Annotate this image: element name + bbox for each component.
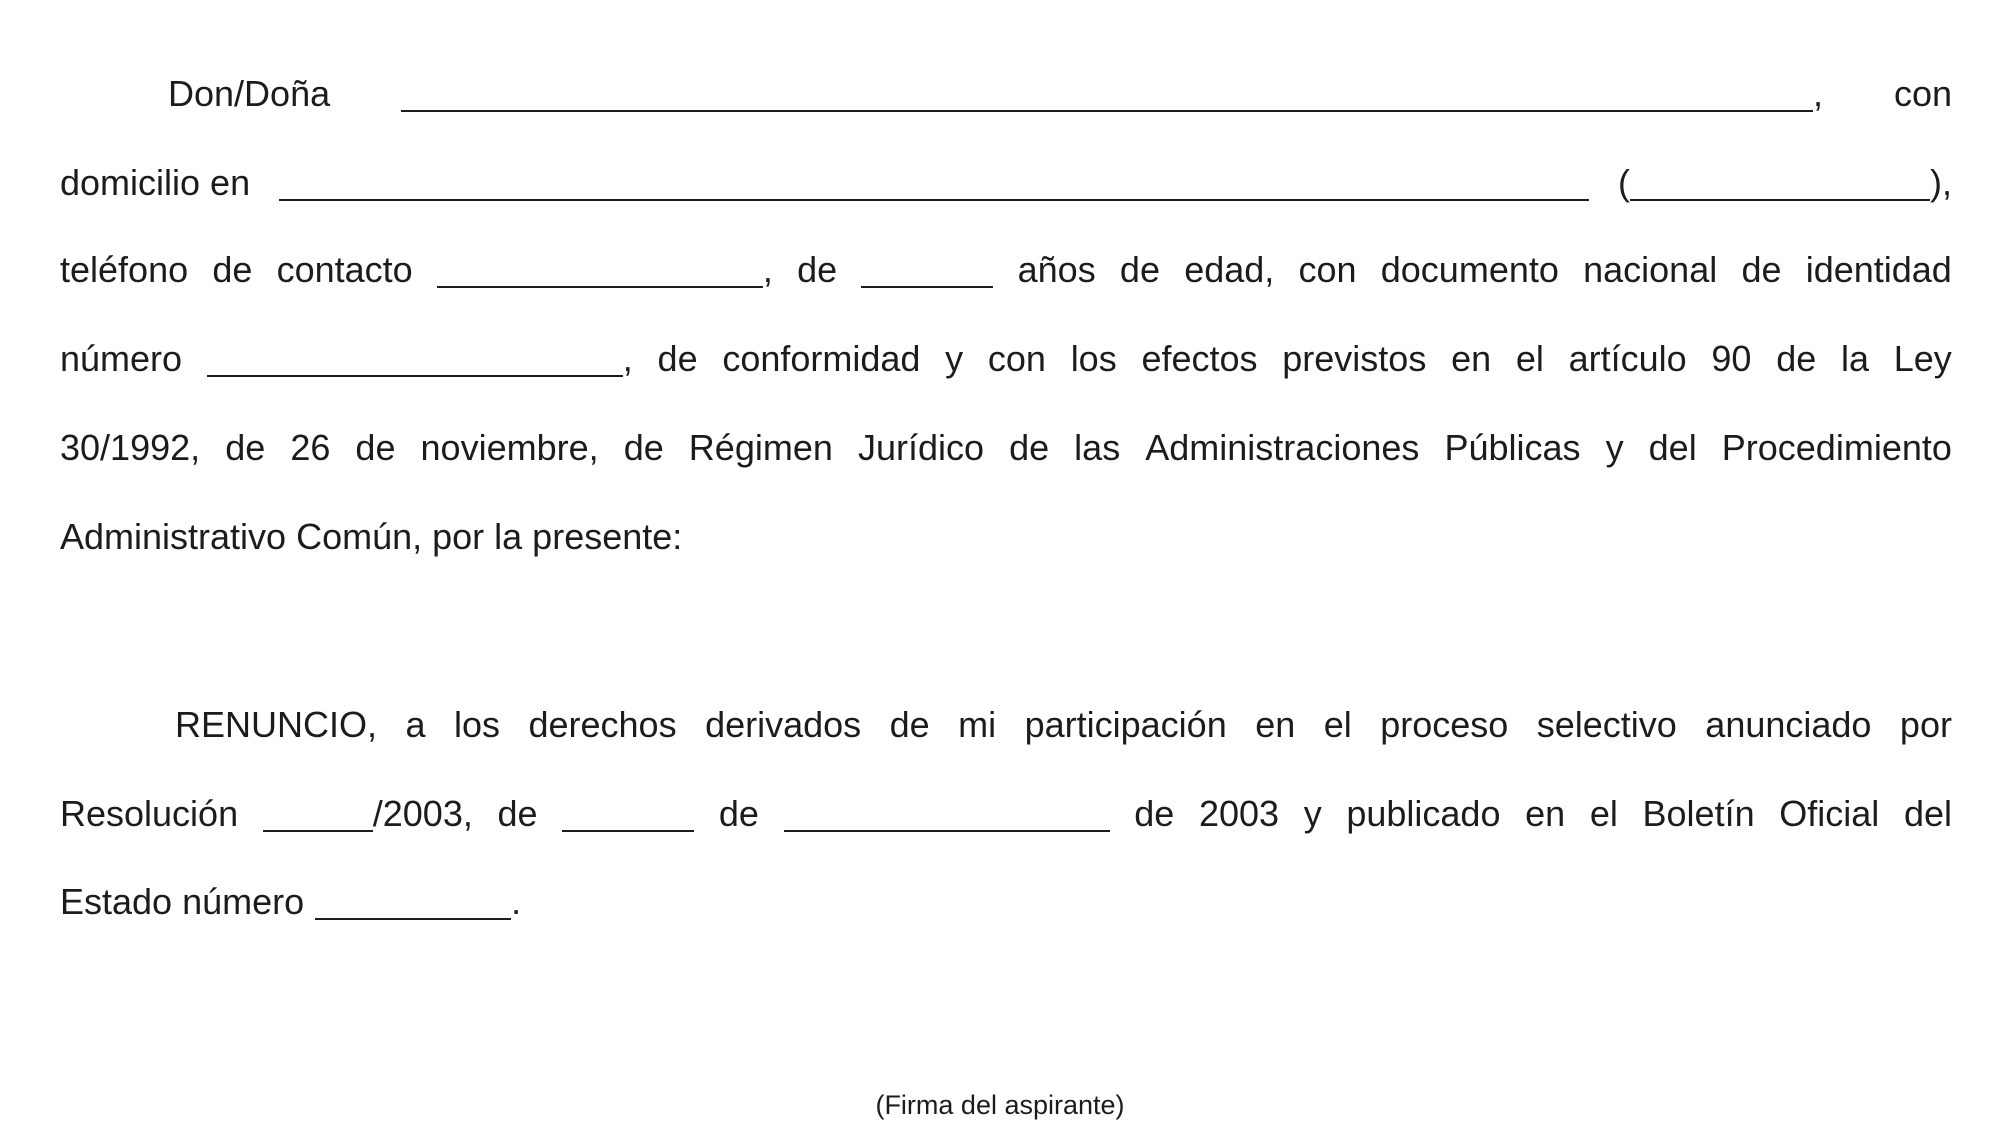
word: Procedimiento	[1721, 427, 1952, 468]
word: el	[1515, 338, 1544, 379]
paragraph-end-text: Administrativo Común, por la presente:	[60, 516, 683, 557]
word: el	[1589, 793, 1618, 834]
word: de	[225, 427, 266, 468]
word: y	[1303, 793, 1322, 834]
word: Boletín	[1642, 793, 1755, 834]
word: de	[497, 793, 538, 834]
word: 26	[290, 427, 331, 468]
word: documento	[1380, 249, 1559, 290]
word: nacional	[1583, 249, 1718, 290]
word: Oficial	[1779, 793, 1880, 834]
word: en	[1255, 704, 1296, 745]
word: efectos	[1141, 338, 1258, 379]
name-blank[interactable]	[401, 76, 1813, 112]
open-paren: (	[1618, 162, 1630, 203]
line-don-dona	[60, 56, 1952, 116]
word: selectivo	[1536, 704, 1677, 745]
word: identidad	[1805, 249, 1952, 290]
word: Administraciones	[1145, 427, 1420, 468]
year-suffix: /2003,	[372, 793, 473, 834]
label-domicilio: domicilio en	[60, 162, 251, 203]
word: Resolución	[60, 793, 239, 834]
word: con	[987, 338, 1046, 379]
word: con	[1298, 249, 1357, 290]
age-blank[interactable]	[861, 252, 993, 288]
word: proceso	[1380, 704, 1509, 745]
word: publicado	[1346, 793, 1501, 834]
line-estado-numero	[60, 864, 1952, 924]
word: mi	[958, 704, 997, 745]
word: edad,	[1184, 249, 1275, 290]
word: teléfono	[60, 249, 189, 290]
word: de	[212, 249, 253, 290]
word: 30/1992,	[60, 427, 201, 468]
word: de	[889, 704, 930, 745]
word: derivados	[705, 704, 862, 745]
word: de	[718, 793, 759, 834]
word: Jurídico	[857, 427, 984, 468]
comma: ,	[622, 338, 633, 379]
word: de	[1776, 338, 1817, 379]
word: de	[1119, 249, 1160, 290]
word: de	[623, 427, 664, 468]
line-renuncio	[60, 687, 1952, 747]
word: las	[1074, 427, 1121, 468]
word: anunciado	[1705, 704, 1872, 745]
label-estado-numero: Estado número	[60, 881, 305, 922]
resolution-number-blank[interactable]	[263, 796, 373, 832]
word: a	[405, 704, 426, 745]
word: participación	[1024, 704, 1227, 745]
word: de	[657, 338, 698, 379]
word: por	[1899, 704, 1952, 745]
word: de	[1134, 793, 1175, 834]
signature-caption: (Firma del aspirante)	[875, 1090, 1125, 1120]
word: de	[1741, 249, 1782, 290]
word-renuncio: RENUNCIO,	[175, 704, 378, 745]
period: .	[511, 881, 522, 922]
word: noviembre,	[420, 427, 599, 468]
word: Públicas	[1444, 427, 1581, 468]
month-blank[interactable]	[784, 796, 1110, 832]
word: años	[1017, 249, 1096, 290]
word: en	[1525, 793, 1566, 834]
word: la	[1840, 338, 1869, 379]
word: 90	[1711, 338, 1752, 379]
line-resolucion	[60, 776, 1952, 836]
boe-number-blank[interactable]	[315, 884, 511, 920]
word: Ley	[1893, 338, 1952, 379]
word: número	[60, 338, 183, 379]
line-ley	[60, 410, 1952, 470]
word: el	[1323, 704, 1352, 745]
word: los	[453, 704, 501, 745]
word: los	[1070, 338, 1117, 379]
word: previstos	[1282, 338, 1427, 379]
word: de	[1009, 427, 1050, 468]
line-administrativo	[60, 499, 1952, 559]
word: de	[355, 427, 396, 468]
phone-blank[interactable]	[437, 252, 763, 288]
line-telefono	[60, 232, 1952, 292]
dni-blank[interactable]	[207, 341, 623, 377]
word-con: con	[1893, 73, 1952, 114]
label-don-dona: Don/Doña	[168, 73, 331, 114]
word: de	[797, 249, 838, 290]
comma: ,	[762, 249, 773, 290]
comma: ,	[1813, 73, 1824, 114]
line-numero	[60, 321, 1952, 381]
word: contacto	[276, 249, 413, 290]
word: conformidad	[722, 338, 921, 379]
line-domicilio	[60, 145, 1952, 205]
word: y	[945, 338, 964, 379]
word: Régimen	[688, 427, 833, 468]
word: 2003	[1198, 793, 1280, 834]
word: artículo	[1568, 338, 1687, 379]
word: del	[1648, 427, 1697, 468]
locality-blank[interactable]	[1630, 165, 1930, 201]
word: en	[1451, 338, 1492, 379]
close-paren: ),	[1930, 162, 1952, 203]
word: y	[1605, 427, 1624, 468]
word: del	[1903, 793, 1952, 834]
day-blank[interactable]	[562, 796, 694, 832]
word: derechos	[528, 704, 677, 745]
address-blank[interactable]	[279, 165, 1589, 201]
